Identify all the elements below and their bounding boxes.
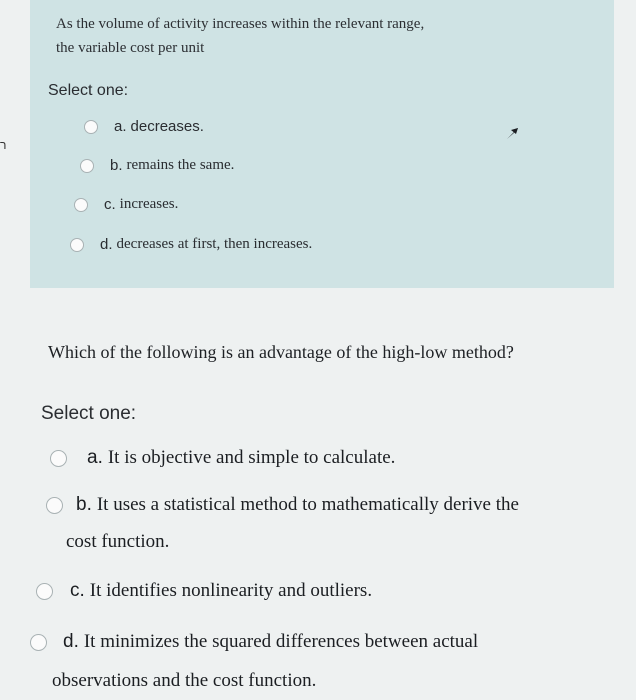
option-letter: a. [87, 447, 103, 468]
edge-mark: ר [0, 138, 7, 152]
q1-option-a[interactable] [84, 118, 204, 135]
option-letter: c. [70, 580, 85, 601]
question-1-line-1: As the volume of activity increases within the relevant range, [56, 16, 425, 32]
radio-button-icon[interactable] [30, 634, 47, 651]
q2-option-c[interactable] [36, 580, 372, 602]
q2-option-b-continuation: cost function. [66, 531, 170, 552]
option-text: decreases. [130, 118, 204, 135]
question-2-text: Which of the following is an advantage of the high-low method? [48, 342, 514, 362]
option-letter: a. [114, 118, 127, 135]
q2-option-a[interactable] [50, 447, 395, 469]
q1-option-d[interactable] [70, 236, 312, 253]
option-text: It is objective and simple to calculate. [107, 447, 396, 468]
option-letter: c. [104, 196, 116, 213]
q2-option-b[interactable] [46, 494, 519, 516]
q1-option-c[interactable] [74, 196, 178, 213]
option-letter: d. [63, 631, 79, 652]
radio-button-icon[interactable] [36, 583, 53, 600]
q1-option-b[interactable] [80, 157, 234, 174]
option-text: remains the same. [126, 157, 235, 173]
option-text: increases. [119, 196, 179, 212]
question-1-text [56, 12, 556, 60]
option-letter: b. [76, 494, 92, 515]
radio-button-icon[interactable] [50, 450, 67, 467]
option-letter: b. [110, 157, 123, 174]
radio-button-icon[interactable] [70, 238, 84, 252]
radio-button-icon[interactable] [80, 159, 94, 173]
question-2-select-label: Select one: [41, 403, 137, 424]
radio-button-icon[interactable] [84, 120, 98, 134]
question-1-select-label: Select one: [48, 82, 129, 99]
q2-option-d[interactable] [30, 631, 478, 653]
question-1-line-2: the variable cost per unit [56, 40, 205, 56]
option-letter: d. [100, 236, 113, 253]
radio-button-icon[interactable] [74, 198, 88, 212]
option-text: It minimizes the squared differences between actual [83, 631, 479, 652]
radio-button-icon[interactable] [46, 497, 63, 514]
option-text: It uses a statistical method to mathematically derive the [96, 494, 519, 515]
mouse-cursor-icon [505, 126, 519, 140]
option-text: decreases at first, then increases. [116, 236, 313, 252]
option-text: It identifies nonlinearity and outliers. [89, 580, 373, 601]
q2-option-d-continuation: observations and the cost function. [52, 670, 317, 691]
